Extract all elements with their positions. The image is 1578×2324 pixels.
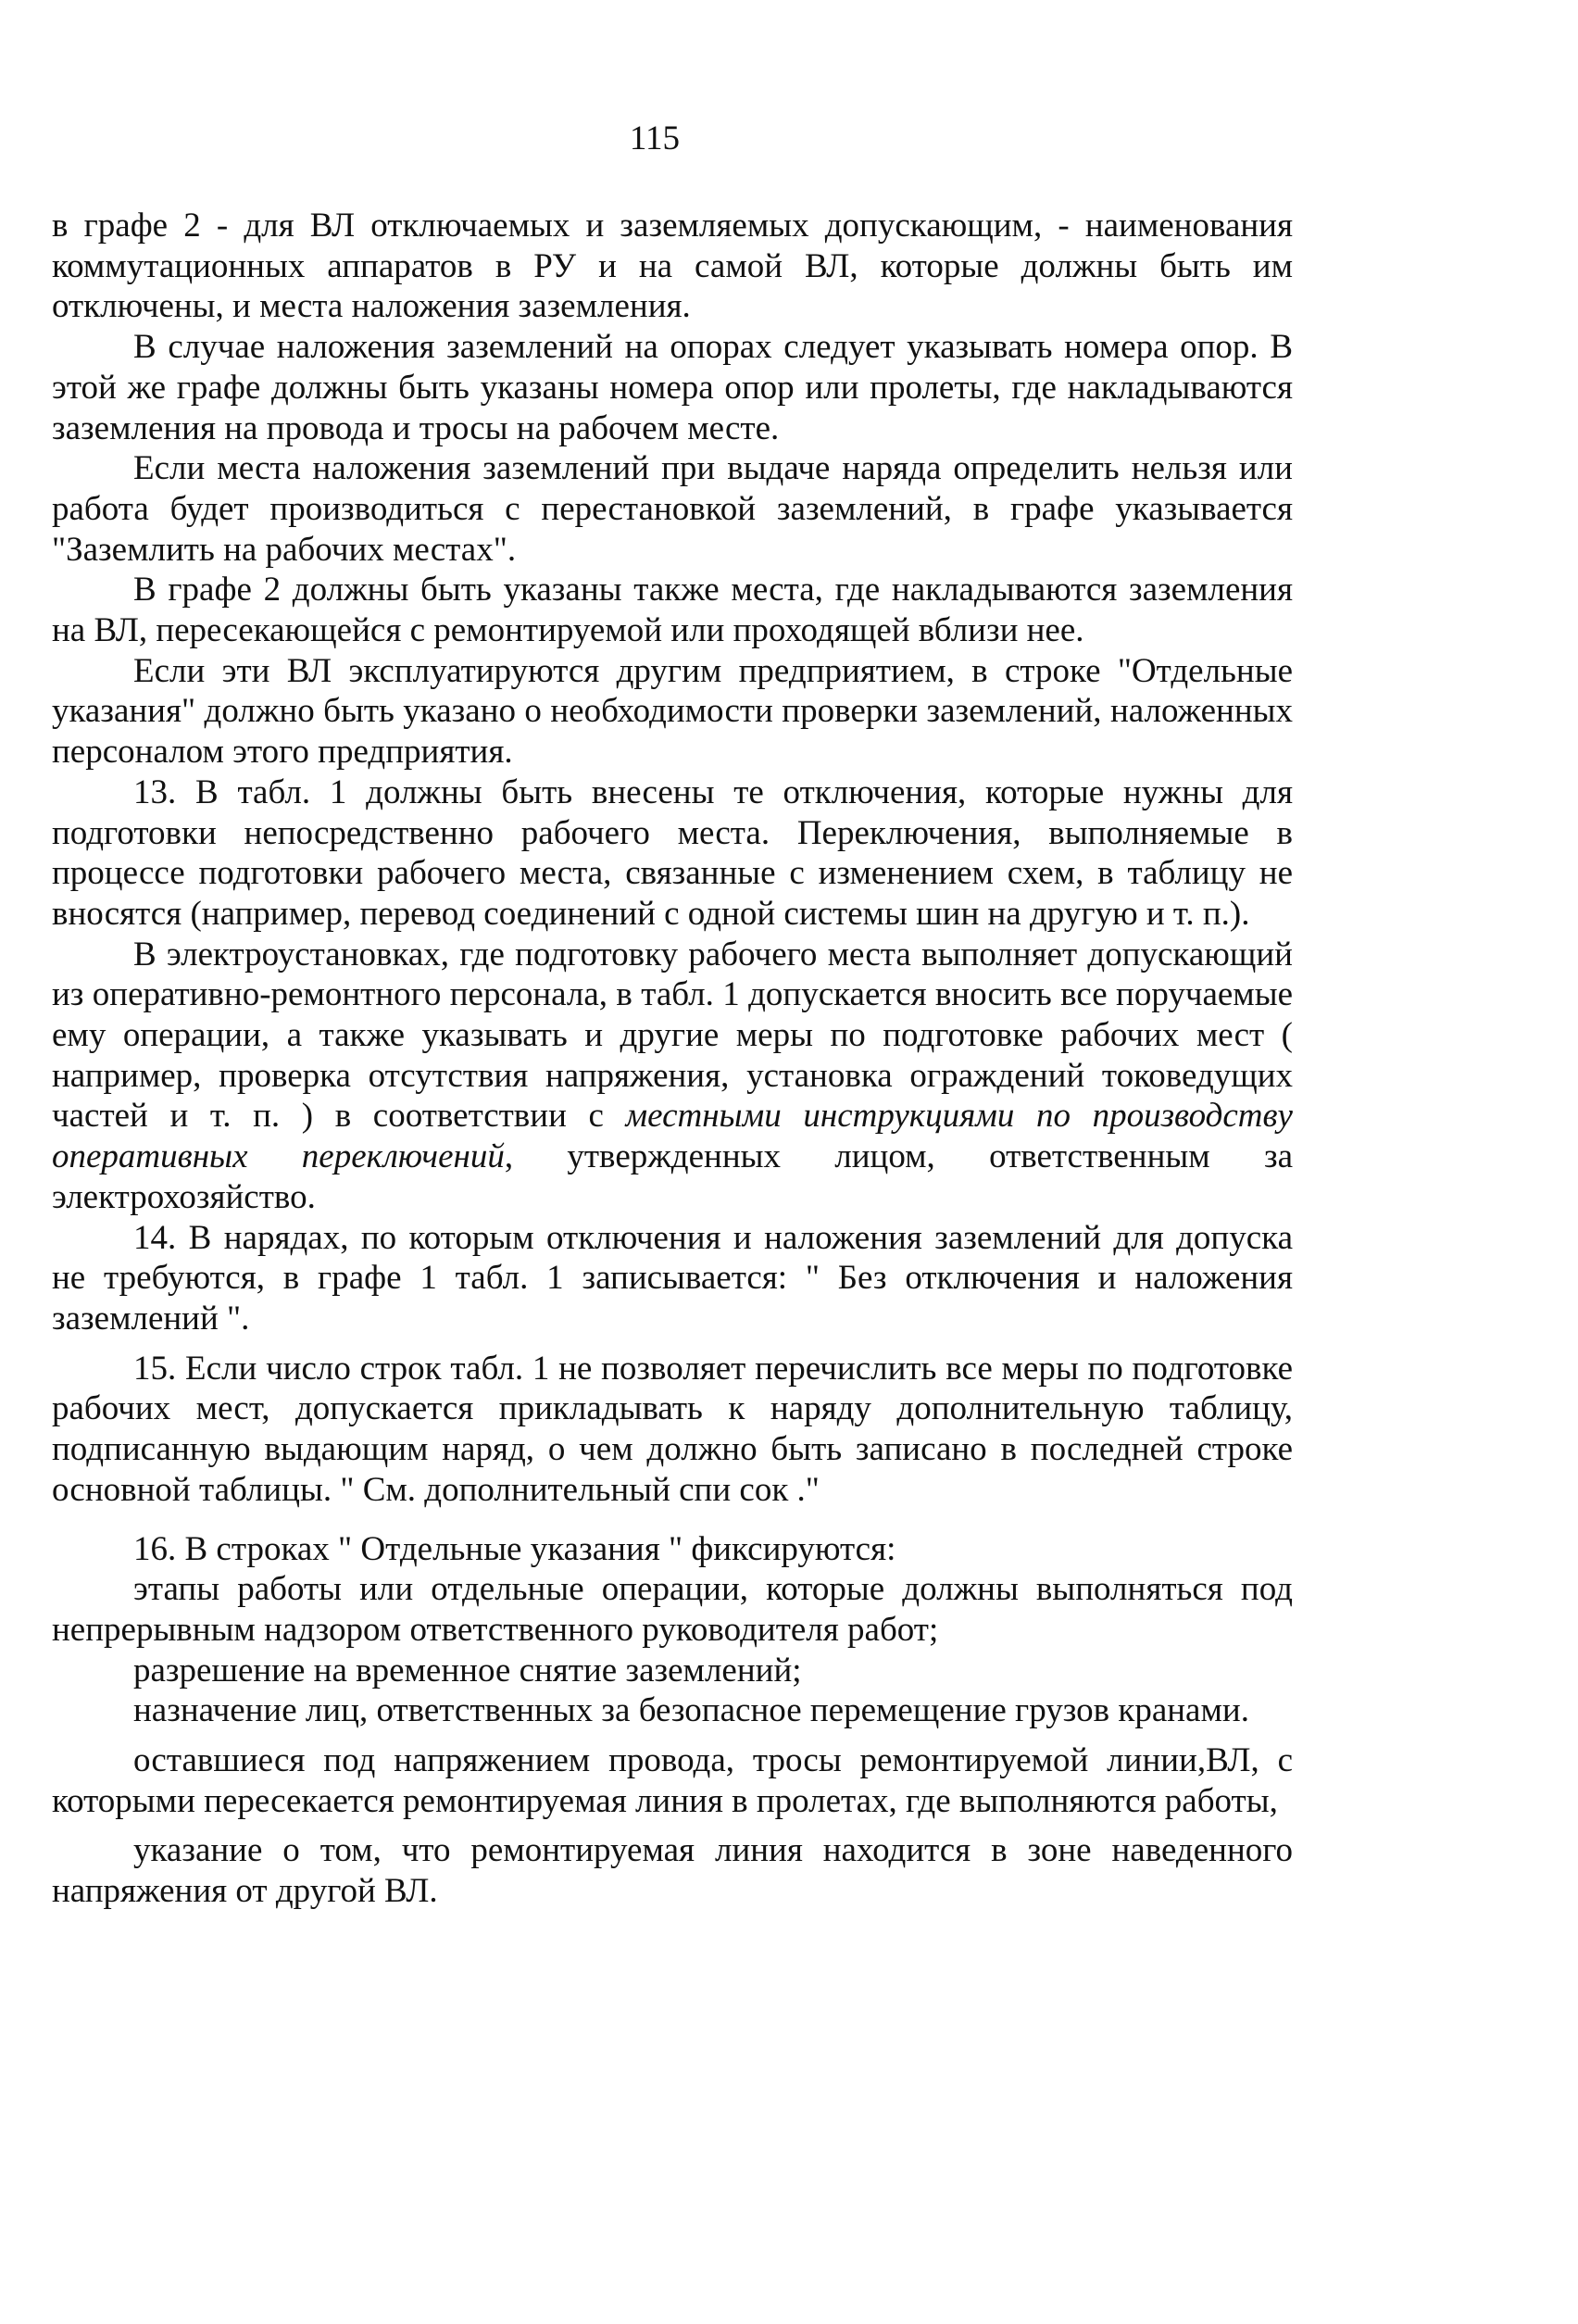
page-number: 115 <box>629 119 681 157</box>
italic-reference: местными инструкциями по производству оперативных переключений <box>52 1097 1293 1176</box>
list-item: назначение лиц, ответственных за безопасное перемещение грузов кранами. <box>133 1691 1249 1730</box>
paragraph: Если места наложения заземлений при выдаче наряда определить нельзя или работа будет производиться с перестановкой заземлений, в графе указывается "Заземлить на рабочих местах". <box>52 449 1293 569</box>
paragraph-text: В электроустановках, где подготовку рабочего места выполняет допускающий из оперативно-ремонтного персонала, в табл. 1 допускается вносить все поручаемые ему операции, а также указывать и другие меры по подготовке рабочих мест ( например, проверка отсутствия напряжения, установка ограждений токоведущих частей и т. п. ) в соответствии с <box>52 935 1293 1136</box>
list-item: указание о том, что ремонтируемая линия находится в зоне наведенного напряжения от другой ВЛ. <box>52 1831 1293 1911</box>
list-item: разрешение на временное снятие заземлений; <box>133 1651 802 1690</box>
paragraph: в графе 2 - для ВЛ отключаемых и заземляемых допускающим, - наименования коммутационных аппаратов в РУ и на самой ВЛ, которые должны быть им отключены, и места наложения заземления. <box>52 207 1293 326</box>
numbered-paragraph-13: 13. В табл. 1 должны быть внесены те отключения, которые нужны для подготовки непосредственно рабочего места. Переключения, выполняемые в процессе подготовки рабочего места, связанные с изменением схем, в таблицу не вносятся (например, перевод соединений с одной системы шин на другую и т. п.). <box>52 773 1293 933</box>
numbered-paragraph-16: 16. В строках " Отдельные указания " фиксируются: <box>133 1529 896 1568</box>
numbered-paragraph-15: 15. Если число строк табл. 1 не позволяет перечислить все меры по подготовке рабочих мест, допускается прикладывать к наряду дополнительную таблицу, подписанную выдающим наряд, о чем должно быть записано в последней строке основной таблицы. " См. дополнительный спи сок ." <box>52 1349 1293 1509</box>
paragraph-text: , утвержденных лицом, ответственным за электрохозяйство. <box>52 1137 1293 1216</box>
list-item: этапы работы или отдельные операции, которые должны выполняться под непрерывным надзором ответственного руководителя работ; <box>52 1570 1293 1649</box>
numbered-paragraph-14: 14. В нарядах, по которым отключения и наложения заземлений для допуска не требуются, в графе 1 табл. 1 записывается: " Без отключения и наложения заземлений ". <box>52 1218 1293 1338</box>
paragraph: В графе 2 должны быть указаны также места, где накладываются заземления на ВЛ, пересекающейся с ремонтируемой или проходящей вблизи нее. <box>52 571 1293 650</box>
paragraph: Если эти ВЛ эксплуатируются другим предприятием, в строке "Отдельные указания" должно быть указано о необходимости проверки заземлений, наложенных персоналом этого предприятия. <box>52 651 1293 772</box>
document-body <box>52 206 1293 1912</box>
paragraph <box>52 935 1293 1218</box>
paragraph: В случае наложения заземлений на опорах следует указывать номера опор. В этой же графе должны быть указаны номера опор или пролеты, где накладываются заземления на провода и тросы на рабочем месте. <box>52 328 1293 447</box>
list-item: оставшиеся под напряжением провода, тросы ремонтируемой линии,ВЛ, с которыми пересекается ремонтируемая линия в пролетах, где выполняются работы, <box>52 1741 1293 1820</box>
